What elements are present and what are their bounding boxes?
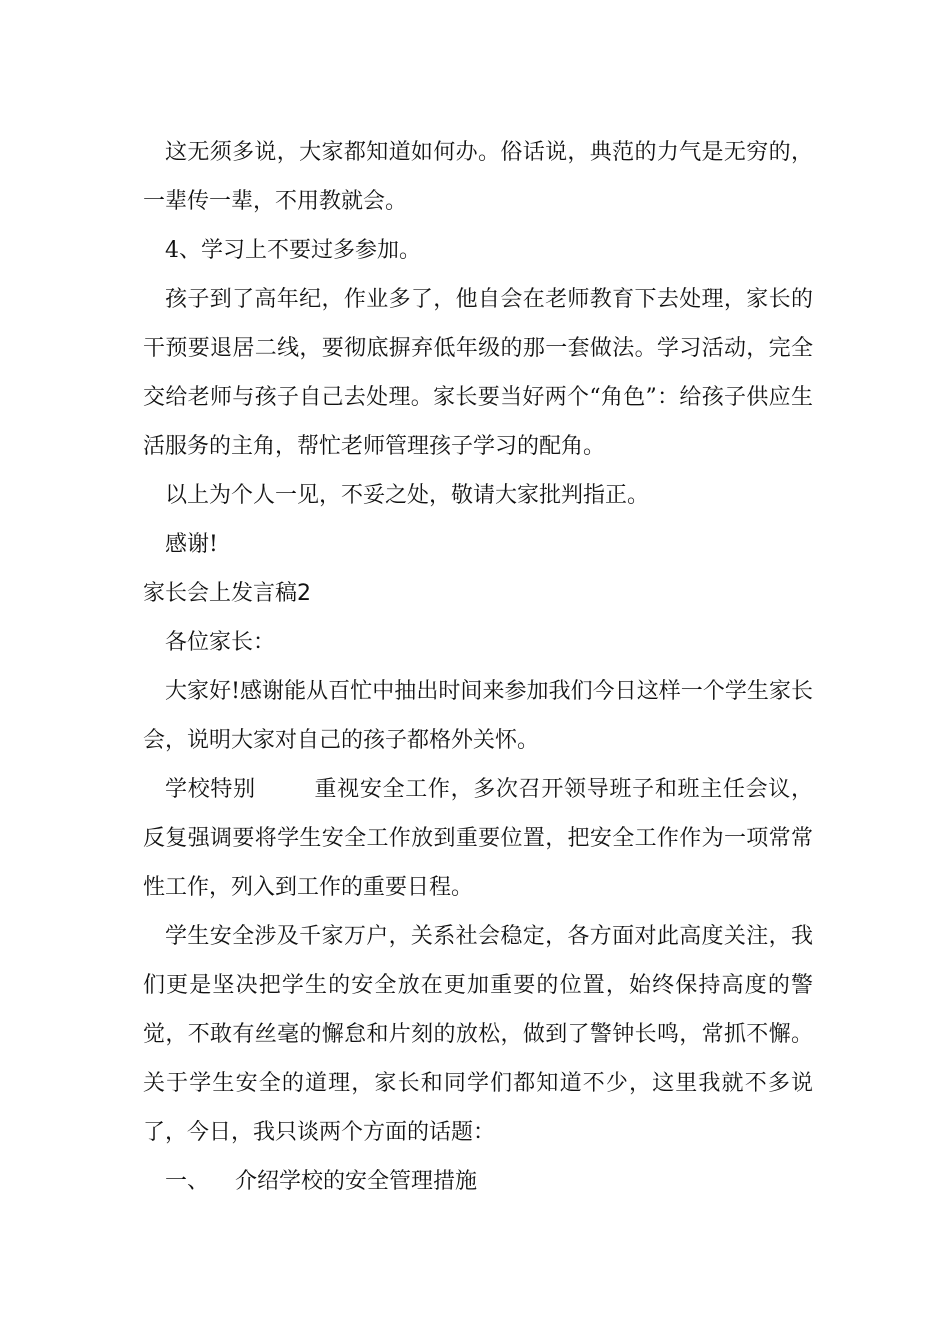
paragraph: 学生安全涉及千家万户，关系社会稳定，各方面对此高度关注，我们更是坚决把学生的安全放在更加重要的位置，始终保持高度的警觉，不敢有丝毫的懈怠和片刻的放松，做到了警钟长鸣，常抓不懈。关于学生安全的道理，家长和同学们都知道不少，这里我就不多说了，今日，我只谈两个方面的话题： <box>143 924 813 1145</box>
greeting: 各位家长： <box>165 630 276 655</box>
item-number: 一、 <box>165 1169 210 1194</box>
item-text: 介绍学校的安全管理措施 <box>235 1169 478 1194</box>
paragraph: 大家好!感谢能从百忙中抽出时间来参加我们今日这样一个学生家长会，说明大家对自己的孩子都格外关怀。 <box>143 679 813 753</box>
numbered-heading <box>143 1157 813 1206</box>
paragraph: 这无须多说，大家都知道如何办。俗话说，典范的力气是无穷的，一辈传一辈，不用教就会。 <box>143 140 813 214</box>
paragraph: 孩子到了高年纪，作业多了，他自会在老师教育下去处理，家长的干预要退居二线，要彻底摒弃低年级的那一套做法。学习活动，完全交给老师与孩子自己去处理。家长要当好两个“角色”：给孩子供应生活服务的主角，帮忙老师管理孩子学习的配角。 <box>143 287 813 459</box>
paragraph-school-rest: 重视安全工作，多次召开领导班子和班主任会议，反复强调要将学生安全工作放到重要位置，把安全工作作为一项常常性工作，列入到工作的重要日程。 <box>143 777 813 900</box>
section-title: 家长会上发言稿2 <box>143 581 311 606</box>
paragraph-thanks: 感谢! <box>165 532 218 557</box>
paragraph-school <box>143 765 813 912</box>
paragraph: 以上为个人一见，不妥之处，敬请大家批判指正。 <box>165 483 650 508</box>
paragraph-school-start: 学校特别 <box>165 777 256 802</box>
paragraph-list-item: 4、学习上不要过多参加。 <box>165 238 421 263</box>
document-body <box>143 128 813 1206</box>
